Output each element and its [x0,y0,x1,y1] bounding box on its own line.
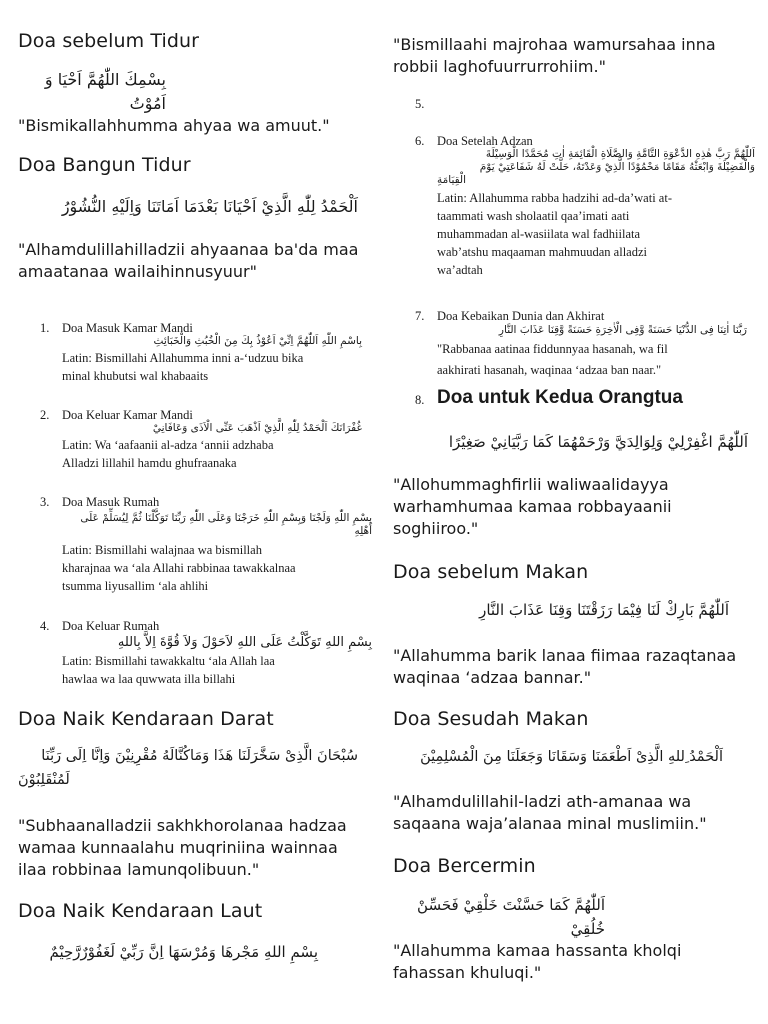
list-number: 6. [415,134,425,148]
arabic-sebelum-tidur: بِسْمِكَ اللّٰهُمَّ اَحْيَا وَ اَمُوْتُ [44,70,166,113]
item-latin-line-1: Latin: Bismillahi Allahumma inni a-‘udzuu bika [62,351,304,365]
latin-bangun-tidur-line-2: amaatanaa wailaihinnusyuur" [18,262,257,281]
list-item-kedua-orangtua [415,387,755,409]
item-latin-line-4: wab’atshu maqaaman mahmuudan alladzi [437,245,647,259]
item-latin-line-2: kharajnaa wa ‘ala Allahi rabbinaa tawakkalnaa [62,561,296,575]
list-item-masuk-kamar-mandi [40,321,373,385]
latin-kendaraan-darat-line-2: wamaa kunnaalahu muqriniina wainnaa [18,838,338,857]
list-number: 5. [415,97,425,111]
heading-doa-sebelum-tidur: Doa sebelum Tidur [18,30,200,52]
heading-doa-bercermin: Doa Bercermin [393,855,536,877]
item-title: Doa Kebaikan Dunia dan Akhirat [437,309,605,323]
latin-sebelum-makan-line-2: waqinaa ‘adzaa bannar." [393,668,592,687]
latin-sebelum-makan-line-1: "Allahumma barik lanaa fiimaa razaqtanaa [393,646,737,665]
latin-sebelum-tidur: "Bismikallahhumma ahyaa wa amuut." [18,116,330,135]
latin-bangun-tidur-line-1: "Alhamdulillahilladzii ahyaanaa ba'da maa [18,240,359,259]
item-latin-line-2: aakhirati hasanah, waqinaa ‘adzaa ban naar." [437,363,662,377]
arabic-sebelum-makan: اَللّٰهُمَّ بَارِكْ لَنَا فِيْمَا رَزَقْتَنَا وَقِنَا عَذَابَ النَّارِ [479,601,729,619]
list-item-masuk-rumah [40,495,373,595]
item-latin-line-2: minal khubutsi wal khabaaits [62,369,209,383]
latin-kedua-orangtua-line-1: "Allohummaghfirlii waliwaalidayya [393,475,669,494]
latin-bercermin-line-1: "Allahumma kamaa hassanta kholqi [393,941,682,960]
arabic-sesudah-makan: اَلْحَمْدُ ِللهِ الَّذِىْ اَطْعَمَنَا وَسَقَانَا وَجَعَلَنَا مِنَ الْمُسْلِمِيْنَ [420,749,723,765]
item-title: Doa Masuk Kamar Mandi [62,321,193,335]
latin-kedua-orangtua-line-3: soghiiroo." [393,519,479,538]
arabic-kedua-orangtua: اَللّٰهُمَّ اغْفِرْلِيْ وَلِوَالِدَيَّ وَرْحَمْهُمَا كَمَا رَبَّيَانِيْ صَغِيْرًا [448,433,748,451]
latin-kendaraan-darat-line-1: "Subhaanalladzii sakhkhorolanaa hadzaa [18,816,347,835]
latin-kendaraan-darat-line-3: ilaa robbinaa lamunqolibuun." [18,860,260,879]
item-latin-line-1: Latin: Wa ‘aafaanii al-adza ‘annii adzhaba [62,438,274,452]
list-item-keluar-kamar-mandi [40,408,373,472]
item-latin-line-1: Latin: Bismillahi walajnaa wa bismillah [62,543,262,557]
item-latin-line-2: Alladzi lillahil hamdu ghufraanaka [62,456,237,470]
item-arabic-line-2: وَالْفَضِيْلَةَ وَابْعَثْهُ مَقَامًا مَحْمُوْدًا الَّذِيْ وَعَدْتَهُ، حَلَّتْ لَهُ شَفَاعَتِيْ يَوْمَ [479,161,755,173]
arabic-kendaraan-darat-line-1: سُبْحَانَ الَّذِىْ سَخَّرَلَنَا هَذَا وَمَاكُنَّالَهُ مُقْرِنِيْنَ وَاِنَّا اِلَى رَبِّنَا [41,748,358,764]
item-arabic-line-3: الْقِيَامَةِ [437,174,467,186]
latin-kendaraan-laut-line-1: "Bismillaahi majrohaa wamursahaa inna [393,35,716,54]
heading-doa-sebelum-makan: Doa sebelum Makan [393,561,589,583]
item-title: Doa Setelah Adzan [437,134,533,148]
item-latin-line-1: Latin: Allahumma rabba hadzihi ad-da’wati at- [437,191,672,205]
item-latin-line-2: taammati wash sholaatil qaa’imati aati [437,209,630,223]
item-latin-line-1: "Rabbanaa aatinaa fiddunnyaa hasanah, wa fil [437,342,668,356]
item-latin-line-3: tsumma liyusallim ‘ala ahlihi [62,579,209,593]
item-latin-line-1: Latin: Bismillahi tawakkaltu ‘ala Allah laa [62,654,275,668]
latin-kendaraan-laut-line-2: robbii laghofuurrurrohiim." [393,57,606,76]
arabic-kendaraan-laut: بِسْمِ اللهِ مَجْرهَا وَمُرْسَهَا اِنَّ رَبِّيْ لَغَفُوْرٌرَّحِيْمٌ [49,943,318,961]
item-arabic-line-1: بِسْمِ اللّٰهِ وَلَجْنَا وَبِسْمِ اللّٰهِ خَرَجْنَا وَعَلَى اللّٰهِ رَبِّنَا تَوَكَّلْنَا ثُمَّ لِيُسَلِّمْ عَلَى [80,512,372,524]
heading-doa-bangun-tidur: Doa Bangun Tidur [18,154,191,176]
item-arabic: غُفْرَانَكَ اَلْحَمْدُ لِلّٰهِ الَّذِيْ اَذْهَبَ عَنِّى الْاَذَى وَعَافَانِيْ [152,422,362,434]
arabic-bercermin: اَللّٰهُمَّ كَمَا حَسَّنْتَ خَلْقِيْ فَحَسِّنْ خُلُقِيْ [417,896,605,938]
item-latin-line-2: hawlaa wa laa quwwata illa billahi [62,672,236,686]
list-number: 2. [40,408,50,422]
latin-sesudah-makan-line-2: saqaana waja’alanaa minal muslimiin." [393,814,707,833]
list-number: 4. [40,619,50,633]
item-latin-line-5: wa’adtah [437,263,483,277]
item-latin-line-3: muhammadan al-wasiilata wal fadhiilata [437,227,641,241]
list-number: 3. [40,495,50,509]
item-arabic-line-1: اَللّٰهُمَّ رَبَّ هٰذِهِ الدَّعْوَةِ التَّامَّةِ وَالصَّلَاةِ الْقَائِمَةِ اٰتِ مُحَمَّدًا الْوَسِيْلَةَ [485,148,755,160]
list-number: 8. [415,393,425,407]
latin-kedua-orangtua-line-2: warhamhumaa kamaa robbayaanii [393,497,672,516]
item-arabic-line-2: أَهْلِهِ [354,525,372,537]
item-title: Doa Masuk Rumah [62,495,160,509]
list-item-kebaikan-dunia-akhirat [415,309,755,381]
latin-sesudah-makan-line-1: "Alhamdulillahil-ladzi ath-amanaa wa [393,792,692,811]
item-title: Doa Keluar Rumah [62,619,160,633]
item-title: Doa Keluar Kamar Mandi [62,408,193,422]
heading-doa-sesudah-makan: Doa Sesudah Makan [393,708,589,730]
item-arabic: بِاسْمِ اللّٰهِ اَللّٰهُمَّ اِنِّيْ اَعُوْذُ بِكَ مِنَ الْخُبُثِ وَالْخَبَائِثِ [153,335,362,347]
list-item-setelah-adzan [415,134,755,279]
list-item-keluar-rumah [40,619,373,688]
item-arabic: بِسْمِ اللهِ تَوَكَّلْتُ عَلَى اللهِ لاَحَوْلَ وَلاَ قُوَّةَ اِلاَّ بِاللهِ [117,635,372,650]
arabic-kendaraan-darat-line-2: لَمُنْقَلِبُوْنَ [18,772,70,788]
list-number: 1. [40,321,50,335]
latin-bercermin-line-2: fahassan khuluqi." [393,963,542,982]
heading-doa-naik-kendaraan-darat: Doa Naik Kendaraan Darat [18,708,274,730]
arabic-bangun-tidur: اَلْحَمْدُ لِلّٰهِ الَّذِيْ اَحْيَانَا بَعْدَمَا اَمَاتَنَا وَاِلَيْهِ النُّشُوْرُ [61,197,358,216]
heading-doa-naik-kendaraan-laut: Doa Naik Kendaraan Laut [18,900,263,922]
list-number: 7. [415,309,425,323]
item-arabic: رَبَّنَا اٰتِنَا فِى الدُّنْيَا حَسَنَةً وَّفِى الْاٰخِرَةِ حَسَنَةً وَّقِنَا عَذَابَ النَّارِ [498,324,747,336]
item-title: Doa untuk Kedua Orangtua [437,387,683,408]
